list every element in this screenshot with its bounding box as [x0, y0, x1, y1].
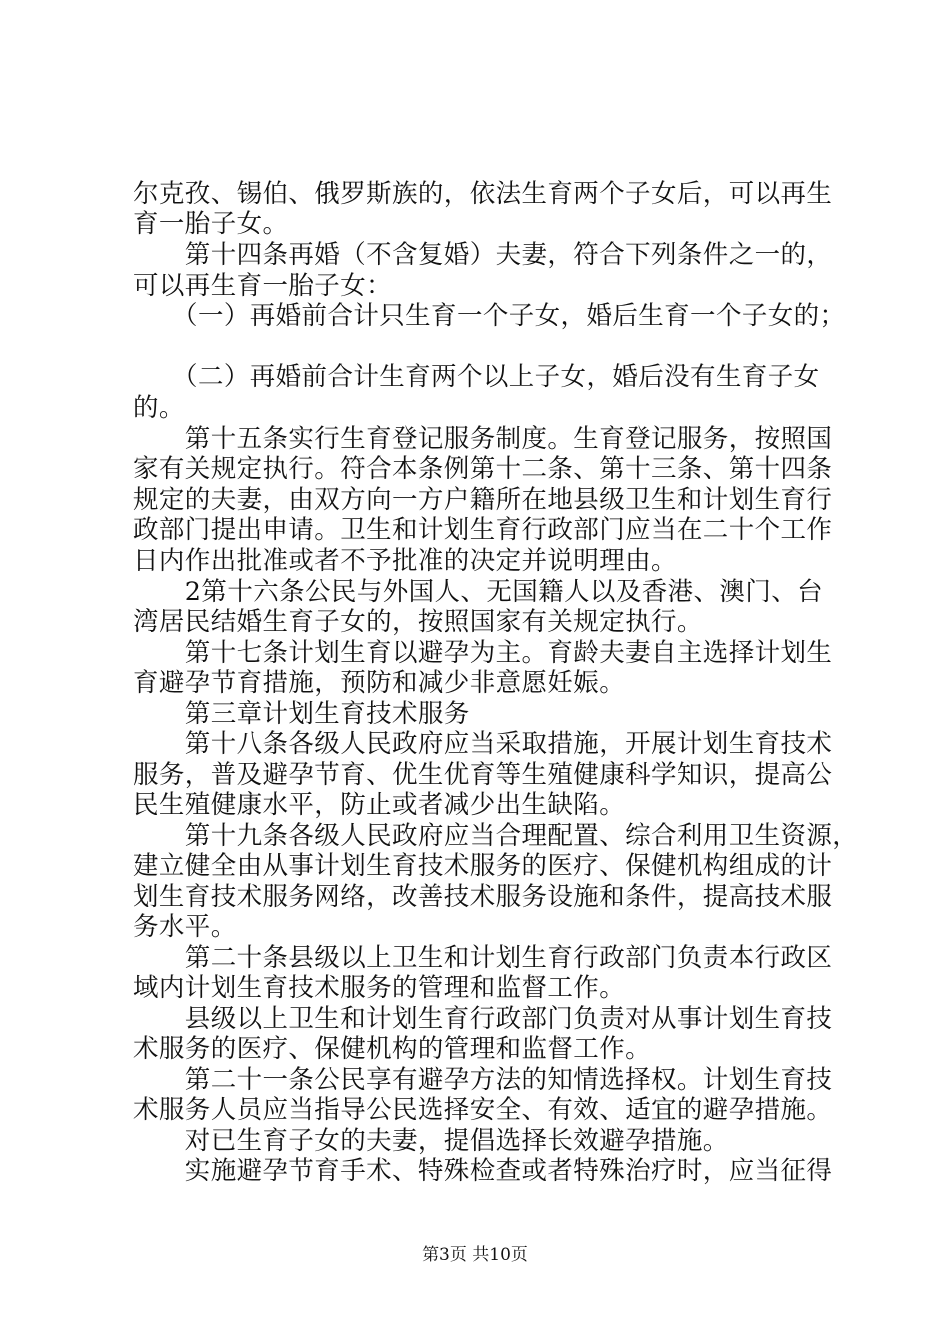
text-line-21: 第十九条各级人民政府应当合理配置、综合利用卫生资源，: [133, 821, 859, 851]
chapter-heading: 第三章计划生育技术服务: [133, 699, 470, 729]
text-line-20: 民生殖健康水平，防止或者减少出生缺陷。: [133, 790, 626, 820]
text-line-27: 县级以上卫生和计划生育行政部门负责对从事计划生育技: [133, 1004, 833, 1034]
text-line-22: 建立健全由从事计划生育技术服务的医疗、保健机构组成的计: [133, 851, 833, 881]
text-line-8: 第十五条实行生育登记服务制度。生育登记服务，按照国: [133, 424, 833, 454]
text-line-12: 日内作出批准或者不予批准的决定并说明理由。: [133, 546, 677, 576]
text-line-25: 第二十条县级以上卫生和计划生育行政部门负责本行政区: [133, 943, 833, 973]
text-line-1: 尔克孜、锡伯、俄罗斯族的，依法生育两个子女后，可以再生: [133, 179, 833, 209]
text-line-15: 第十七条计划生育以避孕为主。育龄夫妻自主选择计划生: [133, 638, 833, 668]
text-line-18: 第十八条各级人民政府应当采取措施，开展计划生育技术: [133, 729, 833, 759]
text-line-5: （一）再婚前合计只生育一个子女，婚后生育一个子女的；: [133, 301, 846, 331]
text-line-2: 育一胎子女。: [133, 209, 289, 239]
page-footer: 第3页 共10页: [422, 1245, 528, 1265]
text-line-28: 术服务的医疗、保健机构的管理和监督工作。: [133, 1034, 652, 1064]
text-line-29: 第二十一条公民享有避孕方法的知情选择权。计划生育技: [133, 1065, 833, 1095]
text-line-7: 的。: [133, 393, 185, 423]
text-line-14: 湾居民结婚生育子女的，按照国家有关规定执行。: [133, 607, 703, 637]
text-line-24: 务水平。: [133, 912, 237, 942]
text-line-11: 政部门提出申请。卫生和计划生育行政部门应当在二十个工作: [133, 515, 833, 545]
text-line-26: 域内计划生育技术服务的管理和监督工作。: [133, 973, 626, 1003]
text-line-9: 家有关规定执行。符合本条例第十二条、第十三条、第十四条: [133, 454, 833, 484]
text-line-6: （二）再婚前合计生育两个以上子女，婚后没有生育子女: [133, 362, 820, 392]
text-line-3: 第十四条再婚（不含复婚）夫妻，符合下列条件之一的，: [133, 240, 833, 270]
text-line-16: 育避孕节育措施，预防和减少非意愿妊娠。: [133, 668, 626, 698]
text-line-30: 术服务人员应当指导公民选择安全、有效、适宜的避孕措施。: [133, 1095, 833, 1125]
text-line-13: 2第十六条公民与外国人、无国籍人以及香港、澳门、台: [133, 577, 824, 607]
text-line-4: 可以再生育一胎子女：: [133, 271, 393, 301]
text-line-19: 服务，普及避孕节育、优生优育等生殖健康科学知识，提高公: [133, 760, 833, 790]
text-line-31: 对已生育子女的夫妻，提倡选择长效避孕措施。: [133, 1126, 729, 1156]
text-line-10: 规定的夫妻，由双方向一方户籍所在地县级卫生和计划生育行: [133, 485, 833, 515]
text-line-32: 实施避孕节育手术、特殊检查或者特殊治疗时，应当征得: [133, 1156, 833, 1186]
text-line-23: 划生育技术服务网络，改善技术服务设施和条件，提高技术服: [133, 882, 833, 912]
